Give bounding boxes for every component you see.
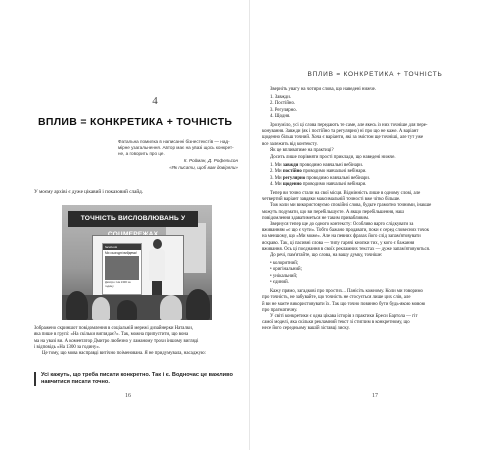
paragraph	[262, 289, 462, 314]
slide-banner: ТОЧНІСТЬ ВИСЛОВЛЮВАНЬ У	[68, 211, 198, 227]
audience-person	[66, 291, 88, 320]
list-item: 2. Постійно.	[270, 101, 296, 107]
audience-person	[117, 300, 137, 320]
text-line: щоденно більш точний. Хоча є варіанти, які за змістом ще точніші, але тут уже	[262, 135, 424, 141]
emphasis-word: регулярно	[282, 175, 306, 181]
paragraph	[262, 123, 462, 148]
audience-person	[92, 297, 110, 320]
audience-person	[186, 289, 210, 320]
facebook-post-card	[102, 243, 142, 295]
list-item: 1. Ми завжди проводимо навчальні вебінари.	[270, 163, 364, 169]
word-list	[270, 95, 462, 120]
text-line: четвертий варіант завдяки максимальній точності вже чітко більше.	[262, 197, 401, 203]
text-line: Тепер ви точно стали на свої місця. Відмінність лише в одному слові, але	[270, 191, 421, 197]
body-paragraph	[34, 326, 234, 357]
text-line: яскраво. Так, ці пасивні слова — типу гарячі кнопки тих, у кого є бажання	[262, 240, 415, 246]
intro-text: У моєму архіві є дуже цікавий і показовий слайд.	[34, 189, 144, 195]
bullet-item: • єдиний.	[270, 280, 462, 286]
running-head: ВПЛИВ = КОНКРЕТИКА + ТОЧНІСТЬ	[307, 71, 443, 78]
emphasis-word: щоденно	[282, 181, 302, 187]
emphasis-word: постійно	[282, 169, 302, 175]
list-item: 2. Ми постійно проводимо навчальні вебінари.	[270, 169, 367, 175]
text-line: про прагматичну.	[262, 307, 298, 313]
text-line: ма на увазі ви. А коментатор Дмитро любезно у ламаному трохи іншому вигляді	[34, 338, 199, 344]
epigraph	[118, 139, 238, 171]
paragraph	[262, 191, 462, 222]
paragraph: Зверніть увагу на чотири слова, що наведені нижче.	[270, 87, 376, 92]
facebook-post-title: Ми сьогодні вийдемо!	[105, 251, 138, 255]
facebook-post-caption: Дмитро: На 1300 за годину	[105, 280, 131, 288]
chapter-title: ВПЛИВ = КОНКРЕТИКА + ТОЧНІСТЬ	[38, 116, 233, 128]
chapter-number: 4	[152, 95, 158, 107]
body-paragraph-2: Це тому, що мова насправді витічно поіменована. Я не придумувала, насаджую:	[42, 351, 206, 357]
page-number-right: 17	[372, 393, 378, 399]
pull-quote: Усі кажуть, що треба писати конкретно. Так і є. Водночас це важливо навчитися писати точно.	[34, 372, 241, 386]
list-item: 1. Завжди.	[270, 95, 291, 101]
text-line: й ви не маєте використовувати їх. Так що точно повинно бути будь-якою мовою	[262, 301, 426, 307]
text-line: конування. Завжди (як і постійно та регулярно) ні про що не каже. А варіант	[262, 129, 419, 135]
epigraph-author: К. Ройман, Д. Рофельсон	[183, 158, 238, 163]
list-item: 4. Щодня.	[270, 113, 291, 119]
slide-photo	[62, 205, 212, 320]
text-line: можуть подумати, що ви перебільшуєте. А якщо перебільшення, наш	[262, 209, 404, 215]
text-line: Звернуся тепер ще до одного контексту: Особливо варто слідкувати за	[270, 222, 414, 228]
text-line: яка пише в групі: «На скільки виглядає?». Так, можна припустити, що вона	[34, 332, 189, 338]
paragraph	[262, 314, 462, 333]
text-line: і відповідь «На 1300 за годину».	[34, 344, 100, 350]
audience-person	[160, 295, 182, 320]
text-line: У світі конкретики є одна цікава історія з практики Бреси Бартола — гіт	[270, 313, 418, 319]
page-number-left: 16	[125, 393, 131, 399]
emphasis-word: завжди	[282, 163, 299, 169]
text-line: самої моделі, яка скільки рекламний текст зі стиглим в конкретному, що	[262, 320, 410, 326]
epigraph-line: мірне узагальнення. Автор має на увазі щось конкрет-	[118, 145, 234, 150]
example-list	[270, 163, 462, 188]
paragraph: Досить лише порівняти прості приклади, що наведені нижче.	[270, 155, 396, 161]
text-line: вживання. Ось ці поєднання в своїх рекламних текстах — дуже запам'ятовуються.	[262, 246, 430, 252]
paragraph: До речі, пам'ятайте, що слова, на вашу думку, точніше:	[270, 253, 383, 259]
bullet-item: • колоритний;	[270, 261, 462, 267]
text-line: все залежить від контексту.	[262, 141, 318, 147]
paragraph: Як це впливатиме на практиці?	[270, 147, 334, 153]
bullet-list	[270, 261, 462, 286]
presenter-figure	[146, 239, 168, 295]
epigraph-source: «Як писати, щоб вам довіряли»	[169, 165, 238, 170]
bullet-item: • унікальний;	[270, 274, 462, 280]
bullet-item: • оригінальний;	[270, 267, 462, 273]
text-line: вживанням «є що є чути». Тобто бажано продавати, поки є серед словесних точок	[262, 228, 430, 234]
facebook-header: facebook	[103, 244, 141, 250]
facebook-post-image	[105, 256, 139, 280]
text-line: на меншому, що «Ми може». Але на певних фразах його слід запам'ятовувати	[262, 234, 421, 240]
text-line: Тож коли ми використовуємо спокійні слова, будьте грамотно точними, інакше	[270, 203, 432, 209]
list-item: 3. Ми регулярно проводимо навчальні вебінари.	[270, 175, 370, 181]
text-line: Зображено скриншот повідомлення в соціальній мережі дизайнерки Наталки,	[34, 326, 193, 331]
epigraph-line: Фатальна помилка в написанні бізнестекстів — над-	[118, 139, 230, 144]
list-item: 4. Ми щоденно проводимо навчальні вебінари.	[270, 181, 367, 187]
text-line: Зрозуміло, усі ці слова передають те саме, але якесь із них точніше для пере-	[270, 123, 428, 129]
text-line: про точність, не забувайте, що точність не стосується лише цих слів, але	[262, 295, 411, 301]
right-page-text	[262, 87, 462, 333]
text-line: Кажу прямо, загадкові про простих... Панісіть кожному. Коли ми говоримо	[270, 289, 423, 295]
list-item: 3. Регулярно.	[270, 107, 297, 113]
text-line: несе його середньому вашій зіставці зиску.	[262, 326, 350, 332]
text-line: повідомлення здаватиметься не таким привабливим.	[262, 215, 370, 221]
paragraph	[262, 222, 462, 253]
epigraph-line: не, а говорить про це.	[118, 151, 165, 156]
